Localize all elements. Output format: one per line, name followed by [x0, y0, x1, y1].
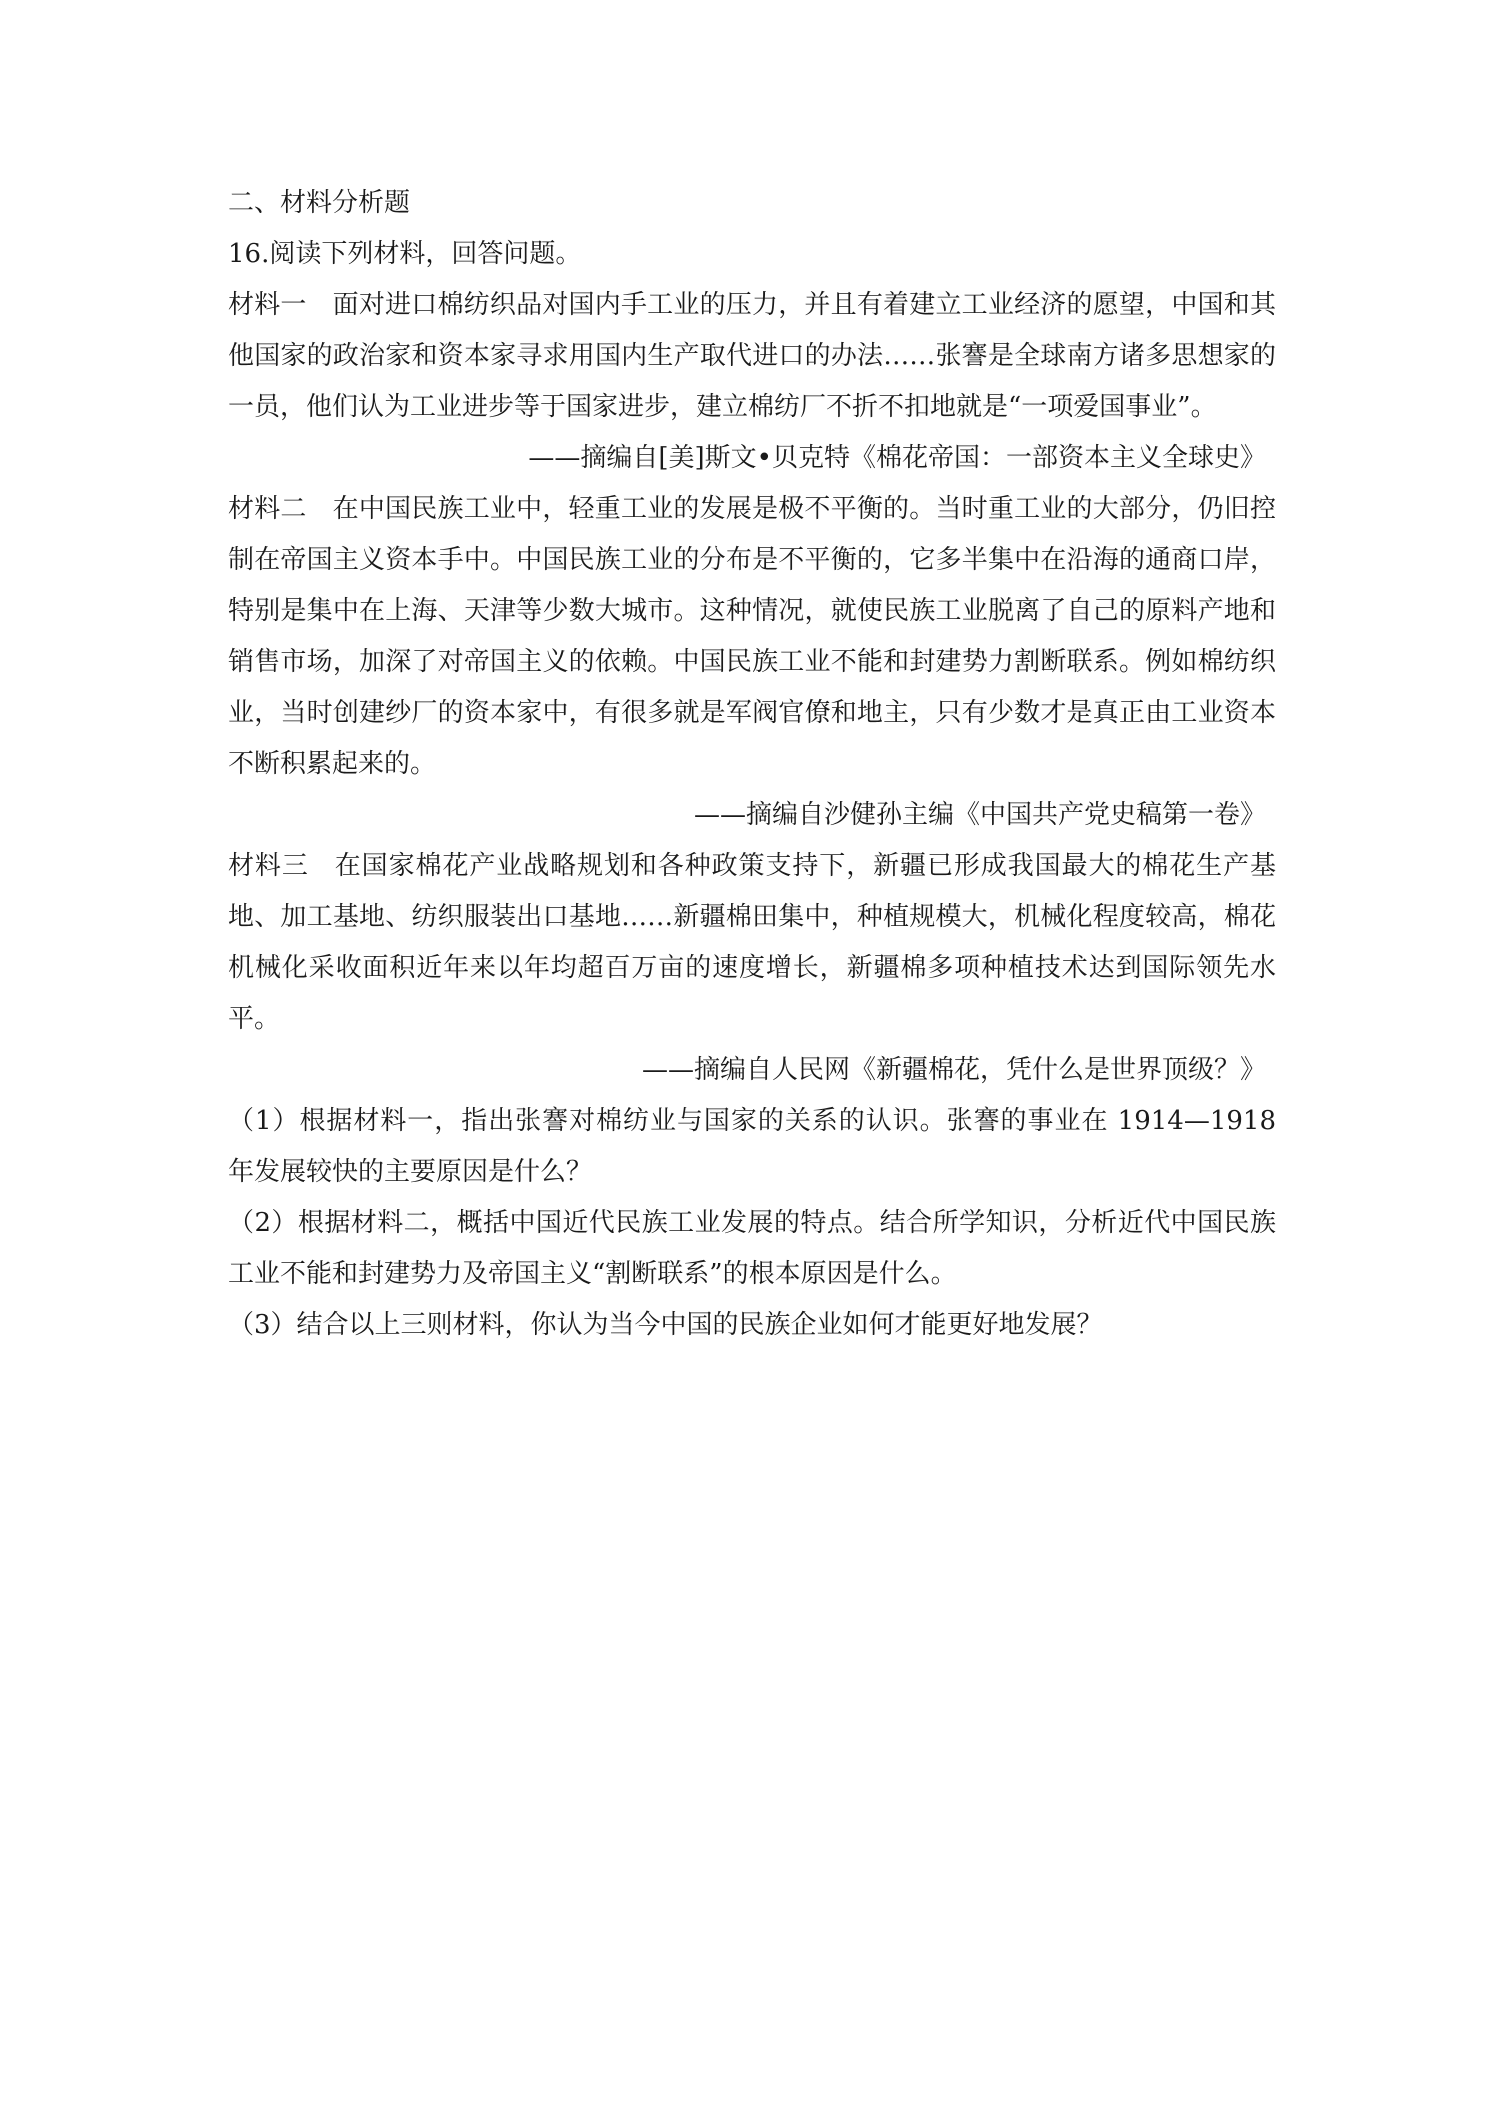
material-2 — [228, 484, 1276, 841]
question-2: （2）根据材料二，概括中国近代民族工业发展的特点。结合所学知识，分析近代中国民族工业不能和封建势力及帝国主义“割断联系”的根本原因是什么。 — [228, 1208, 1276, 1289]
material-label: 材料一 — [228, 290, 307, 320]
material-text: 面对进口棉纺织品对国内手工业的压力，并且有着建立工业经济的愿望，中国和其他国家的政治家和资本家寻求用国内生产取代进口的办法……张謇是全球南方诸多思想家的一员，他们认为工业进步等于国家进步，建立棉纺厂不折不扣地就是“一项爱国事业”。 — [228, 290, 1276, 422]
question-intro: 16.阅读下列材料，回答问题。 — [228, 239, 582, 269]
material-source: ——摘编自人民网《新疆棉花，凭什么是世界顶级？》 — [641, 1055, 1266, 1085]
question-3: （3）结合以上三则材料，你认为当今中国的民族企业如何才能更好地发展？ — [228, 1310, 1103, 1340]
section-title: 二、材料分析题 — [228, 188, 411, 218]
material-source: ——摘编自沙健孙主编《中国共产党史稿第一卷》 — [693, 800, 1266, 830]
material-1 — [228, 280, 1276, 484]
document-page — [228, 178, 1276, 1351]
material-source: ——摘编自[美]斯文•贝克特《棉花帝国：一部资本主义全球史》 — [528, 443, 1266, 473]
question-1: （1）根据材料一，指出张謇对棉纺业与国家的关系的认识。张謇的事业在 1914—1918 年发展较快的主要原因是什么？ — [228, 1106, 1276, 1187]
material-3 — [228, 841, 1276, 1096]
material-text: 在中国民族工业中，轻重工业的发展是极不平衡的。当时重工业的大部分，仍旧控制在帝国主义资本手中。中国民族工业的分布是不平衡的，它多半集中在沿海的通商口岸，特别是集中在上海、天津等少数大城市。这种情况，就使民族工业脱离了自己的原料产地和销售市场，加深了对帝国主义的依赖。中国民族工业不能和封建势力割断联系。例如棉纺织业，当时创建纱厂的资本家中，有很多就是军阀官僚和地主，只有少数才是真正由工业资本不断积累起来的。 — [228, 494, 1276, 779]
material-text: 在国家棉花产业战略规划和各种政策支持下，新疆已形成我国最大的棉花生产基地、加工基地、纺织服装出口基地……新疆棉田集中，种植规模大，机械化程度较高，棉花机械化采收面积近年来以年均超百万亩的速度增长，新疆棉多项种植技术达到国际领先水平。 — [228, 851, 1276, 1034]
material-label: 材料三 — [228, 851, 309, 881]
material-label: 材料二 — [228, 494, 307, 524]
